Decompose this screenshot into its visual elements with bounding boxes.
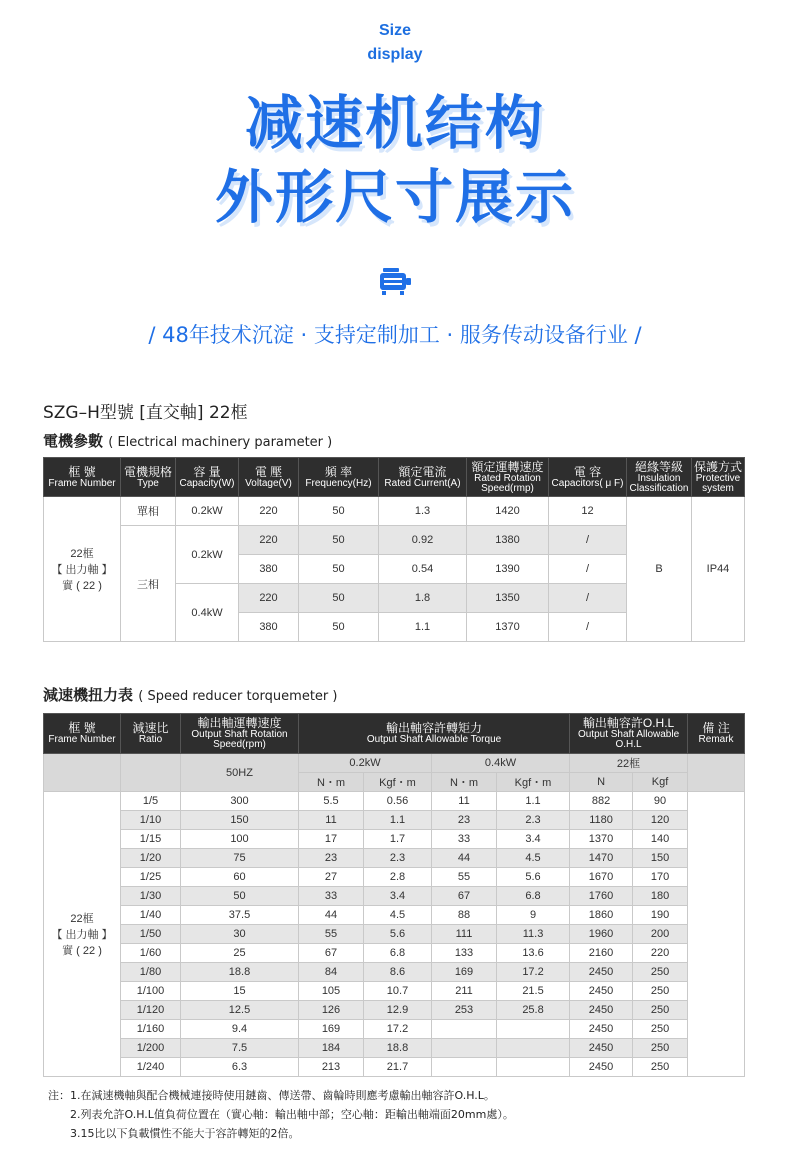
th-speed: 輸出軸運轉速度 Output Shaft Rotation Speed(rpm) — [181, 714, 299, 754]
th-frame: 框 號 Frame Number — [44, 714, 121, 754]
section-torque-title — [43, 684, 337, 705]
hz-cell: 50HZ — [181, 754, 299, 792]
section-electrical-title — [43, 430, 332, 451]
table-row: 1/10 150 11 1.1 23 2.3 1180 120 — [44, 811, 745, 830]
torque-table — [43, 713, 745, 1077]
table-row: 1/160 9.4 169 17.2 2450 250 — [44, 1020, 745, 1039]
protection-cell: IP44 — [692, 497, 745, 642]
section-title-en: ( Electrical machinery parameter ) — [108, 435, 333, 450]
frame-cell: 22框 【 出力軸 】 實 ( 22 ) — [44, 497, 121, 642]
table-row: 1/120 12.5 126 12.9 253 25.8 2450 250 — [44, 1001, 745, 1020]
motor-icon — [377, 266, 413, 296]
notes — [48, 1086, 514, 1143]
th-type: 電機規格 Type — [121, 458, 176, 497]
th-ohl: 輸出軸容許O.H.L Output Shaft Allowable O.H.L — [570, 714, 688, 754]
title-line-1: 减速机结构 — [244, 89, 545, 157]
th-capacitor: 電 容 Capacitors( μ F) — [549, 458, 627, 497]
unit-row: N・m Kgf・m N・m Kgf・m N Kgf — [44, 773, 745, 792]
note-2: 2.列表允許O.H.L值負荷位置在（實心軸：輸出軸中部；空心軸：距輸出軸端面20mm處）。 — [70, 1108, 514, 1121]
subheader-row: 50HZ 0.2kW 0.4kW 22框 — [44, 754, 745, 773]
header-row — [44, 714, 745, 754]
th-torque: 輸出軸容許轉矩力 Output Shaft Allowable Torque — [299, 714, 570, 754]
type-cell: 單相 — [121, 497, 176, 526]
slogan: / 48年技术沉淀 · 支持定制加工 · 服务传动设备行业 / — [148, 323, 642, 347]
th-frame: 框 號 Frame Number — [44, 458, 121, 497]
table-row: 1/200 7.5 184 18.8 2450 250 — [44, 1039, 745, 1058]
th-frequency: 頻 率 Frequency(Hz) — [299, 458, 379, 497]
table-row: 22框 【 出力軸 】 實 ( 22 ) 單相 0.2kW 220 50 1.3 1420 12 B IP44 — [44, 497, 745, 526]
table-row: 1/50 30 55 5.6 111 11.3 1960 200 — [44, 925, 745, 944]
table-row: 22框 【 出力軸 】 實 ( 22 ) 1/5 300 5.5 0.56 11 1.1 882 90 — [44, 792, 745, 811]
th-remark: 備 注 Remark — [688, 714, 745, 754]
table-row: 1/60 25 67 6.8 133 13.6 2160 220 — [44, 944, 745, 963]
table-row: 三相 0.2kW 220 50 0.92 1380 / — [44, 526, 745, 555]
table-row: 1/30 50 33 3.4 67 6.8 1760 180 — [44, 887, 745, 906]
display-label: display — [367, 46, 423, 63]
th-speed: 額定運轉速度 Rated Rotation Speed(rmp) — [467, 458, 549, 497]
table-row: 1/100 15 105 10.7 211 21.5 2450 250 — [44, 982, 745, 1001]
th-ratio: 減速比 Ratio — [121, 714, 181, 754]
table-row: 380 50 0.54 1390 / — [44, 555, 745, 584]
table-row: 1/20 75 23 2.3 44 4.5 1470 150 — [44, 849, 745, 868]
th-capacity: 容 量 Capacity(W) — [176, 458, 239, 497]
table-row: 1/80 18.8 84 8.6 169 17.2 2450 250 — [44, 963, 745, 982]
table-row: 1/240 6.3 213 21.7 2450 250 — [44, 1058, 745, 1077]
type-cell: 三相 — [121, 526, 176, 642]
size-label: Size — [378, 22, 411, 39]
note-3: 3.15比以下負載慣性不能大于容許轉矩的2倍。 — [70, 1127, 300, 1140]
remark-cell — [688, 792, 745, 1077]
note-1: 注：1.在減速機軸與配合機械連接時使用鏈齒、傳送帶、齒輪時則應考慮輸出軸容許O.H.L。 — [48, 1089, 495, 1102]
electrical-parameter-table — [43, 457, 745, 642]
table-row: 1/25 60 27 2.8 55 5.6 1670 170 — [44, 868, 745, 887]
table-row: 1/15 100 17 1.7 33 3.4 1370 140 — [44, 830, 745, 849]
insulation-cell: B — [627, 497, 692, 642]
section-title-en: ( Speed reducer torquemeter ) — [138, 689, 338, 704]
section-title-cn: 減速機扭力表 — [43, 686, 134, 704]
header-row — [44, 458, 745, 497]
th-protection: 保護方式 Protective system — [692, 458, 745, 497]
frame-cell: 22框 【 出力軸 】 實 ( 22 ) — [44, 792, 121, 1077]
model-title: SZG–H型號 [直交軸] 22框 — [43, 403, 248, 423]
th-current: 額定電流 Rated Current(A) — [379, 458, 467, 497]
title-line-2: 外形尺寸展示 — [214, 163, 575, 231]
section-title-cn: 電機參數 — [43, 432, 104, 450]
table-row: 0.4kW 220 50 1.8 1350 / — [44, 584, 745, 613]
th-voltage: 電 壓 Voltage(V) — [239, 458, 299, 497]
table-row: 380 50 1.1 1370 / — [44, 613, 745, 642]
th-insulation: 絕緣等級 Insulation Classification — [627, 458, 692, 497]
table-row: 1/40 37.5 44 4.5 88 9 1860 190 — [44, 906, 745, 925]
